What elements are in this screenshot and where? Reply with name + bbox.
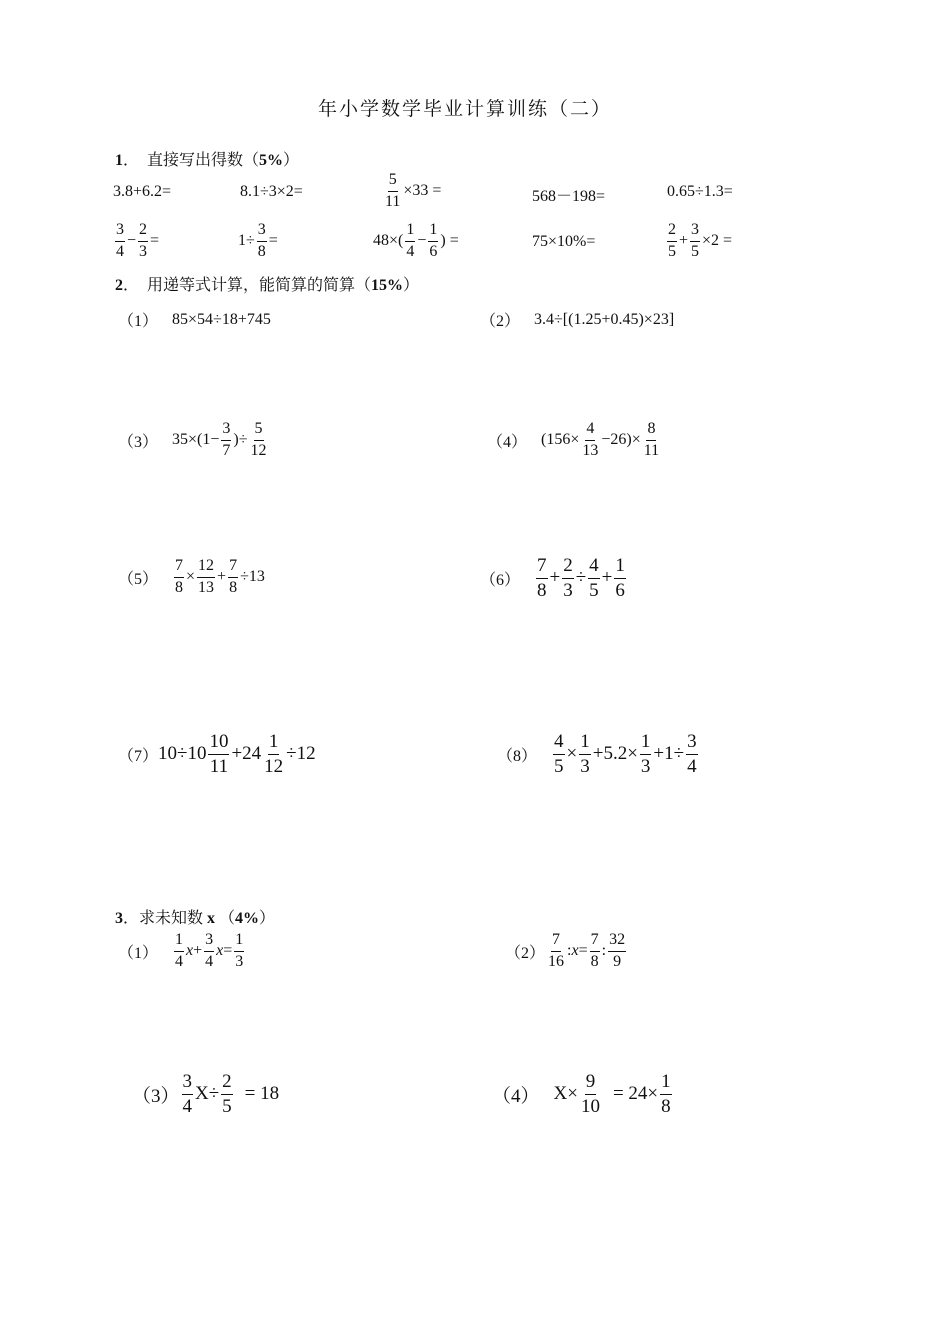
fraction: $\frac{2}{5}$ <box>222 1071 232 1117</box>
section-close: ） <box>259 910 276 927</box>
s2-problem-1: （1） 85×54÷18+745 <box>118 308 271 331</box>
s1-r2-b: 1÷ $\frac{3}{8}$ = <box>238 221 278 260</box>
section-text: 用递等式计算，能简算的简算（ <box>147 277 372 294</box>
s3-equation-4: （4） X× $\frac{9}{10}$ = 24× $\frac{1}{8}$ <box>492 1071 671 1117</box>
fraction: $\frac{7}{8}$ <box>537 555 547 601</box>
s2-problem-3: （3） 35×(1− $\frac{3}{7}$ )÷ $\frac{5}{12}$ <box>118 420 267 459</box>
fraction: $\frac{1}{3}$ <box>235 931 244 970</box>
fraction: $\frac{5}{12}$ <box>250 420 267 459</box>
section-close: ） <box>403 277 420 294</box>
fraction: $\frac{10}{11}$ <box>209 731 229 777</box>
fraction: $\frac{5}{11}$ <box>385 171 401 210</box>
fraction: $\frac{3}{4}$ <box>182 1071 193 1117</box>
fraction: $\frac{1}{3}$ <box>580 731 590 777</box>
section-number: 1 <box>115 152 123 169</box>
fraction: $\frac{3}{5}$ <box>691 221 700 260</box>
fraction: $\frac{1}{6}$ <box>429 221 438 260</box>
problem-label: （1） <box>118 944 159 962</box>
fraction: $\frac{1}{8}$ <box>661 1071 671 1117</box>
problem-label: （2） <box>480 313 521 330</box>
section-percent: 4% <box>235 910 260 927</box>
s1-r2-c: 48×( $\frac{1}{4}$ − $\frac{1}{6}$ ) = <box>373 221 459 260</box>
fraction: $\frac{4}{5}$ <box>589 555 599 601</box>
section-percent: 5% <box>259 152 284 169</box>
section-percent: 15% <box>371 277 404 294</box>
s1-r2-a: $\frac{3}{4}$ − $\frac{2}{3}$ = <box>116 221 160 260</box>
s1-r1-e: 0.65÷1.3= <box>667 183 733 200</box>
section-3-heading: 3．求未知数 x （4%） <box>115 910 276 927</box>
fraction: $\frac{9}{10}$ <box>580 1071 600 1117</box>
section-number: 2 <box>115 277 123 294</box>
fraction: $\frac{1}{12}$ <box>264 731 284 777</box>
s1-r1-c: $\frac{5}{11}$ ×33 = <box>385 171 442 210</box>
fraction: $\frac{32}{9}$ <box>609 931 626 970</box>
section-text: 求未知数 <box>139 910 208 927</box>
section-close: ） <box>283 152 300 169</box>
page-title: 年小学数学毕业计算训练（二） <box>318 99 613 120</box>
s3-equation-1: （1） $\frac{1}{4}$ x + $\frac{3}{4}$ x = $\frac{1}{3}$ <box>118 931 244 970</box>
s2-problem-2: （2） 3.4÷[(1.25+0.45)×23] <box>480 308 674 331</box>
problem-label: （8） <box>497 747 538 765</box>
fraction: $\frac{12}{13}$ <box>198 557 215 596</box>
fraction: $\frac{7}{8}$ <box>590 931 599 970</box>
fraction: $\frac{1}{6}$ <box>615 555 625 601</box>
s2-problem-7: （7） 10÷10 $\frac{10}{11}$ +24 $\frac{1}{12}$ ÷12 <box>118 731 316 777</box>
fraction: $\frac{7}{8}$ <box>175 557 184 596</box>
fraction: $\frac{1}{4}$ <box>406 221 415 260</box>
s3-equation-2: （2） $\frac{7}{16}$ : x = $\frac{7}{8}$ : $\frac{32}{9}$ <box>505 931 626 970</box>
section-number: 3 <box>115 910 123 927</box>
problem-label: （3） <box>118 433 159 451</box>
problem-label: （5） <box>118 570 159 588</box>
s2-problem-6: （6） $\frac{7}{8}$ + $\frac{2}{3}$ ÷ $\frac{4}{5}$ + $\frac{1}{6}$ <box>480 555 625 601</box>
fraction: $\frac{3}{4}$ <box>205 931 214 970</box>
problem-label: （2） <box>505 944 546 962</box>
s1-r2-e: $\frac{2}{5}$ + $\frac{3}{5}$ ×2 = <box>668 221 733 260</box>
problem-label: （4） <box>492 1085 540 1107</box>
section-text: 直接写出得数（ <box>147 152 260 169</box>
s2-problem-4: （4） (156× $\frac{4}{13}$ −26)× $\frac{8}{11}$ <box>487 420 660 459</box>
fraction: $\frac{3}{8}$ <box>257 221 266 260</box>
s3-equation-3: （3） $\frac{3}{4}$ X÷ $\frac{2}{5}$ = 18 <box>132 1071 280 1117</box>
fraction: $\frac{3}{4}$ <box>687 731 697 777</box>
fraction: $\frac{2}{3}$ <box>563 555 573 601</box>
s1-r1-d: 568－198= <box>532 188 606 205</box>
s2-problem-8: （8） $\frac{4}{5}$ × $\frac{1}{3}$ +5.2× $\frac{1}{3}$ +1÷ $\frac{3}{4}$ <box>497 731 697 777</box>
fraction: $\frac{7}{8}$ <box>229 557 238 596</box>
fraction: $\frac{8}{11}$ <box>643 420 660 459</box>
section-2-heading: 2． 用递等式计算，能简算的简算（15%） <box>115 277 420 294</box>
fraction: $\frac{1}{3}$ <box>640 731 651 777</box>
fraction: $\frac{7}{16}$ <box>548 931 565 970</box>
section-variable: x <box>207 910 216 927</box>
s2-problem-5: （5） $\frac{7}{8}$ × $\frac{12}{13}$ + $\frac{7}{8}$ ÷13 <box>118 557 265 596</box>
s1-r2-d: 75×10%= <box>532 233 596 250</box>
fraction: $\frac{4}{13}$ <box>582 420 599 459</box>
fraction: $\frac{2}{5}$ <box>668 221 676 260</box>
problem-label: （1） <box>118 313 159 330</box>
problem-label: （4） <box>487 433 528 451</box>
fraction: $\frac{3}{4}$ <box>116 221 124 260</box>
s1-r1-b: 8.1÷3×2= <box>240 183 303 200</box>
fraction: $\frac{2}{3}$ <box>139 221 148 260</box>
problem-label: （6） <box>480 571 521 589</box>
problem-label: （7） <box>118 747 159 765</box>
s1-r1-a: 3.8+6.2= <box>113 183 172 200</box>
fraction: $\frac{3}{7}$ <box>222 420 231 459</box>
fraction: $\frac{4}{5}$ <box>554 731 564 777</box>
problem-label: （3） <box>132 1085 180 1107</box>
fraction: $\frac{1}{4}$ <box>175 931 184 970</box>
section-1-heading: 1． 直接写出得数（5%） <box>115 152 300 169</box>
